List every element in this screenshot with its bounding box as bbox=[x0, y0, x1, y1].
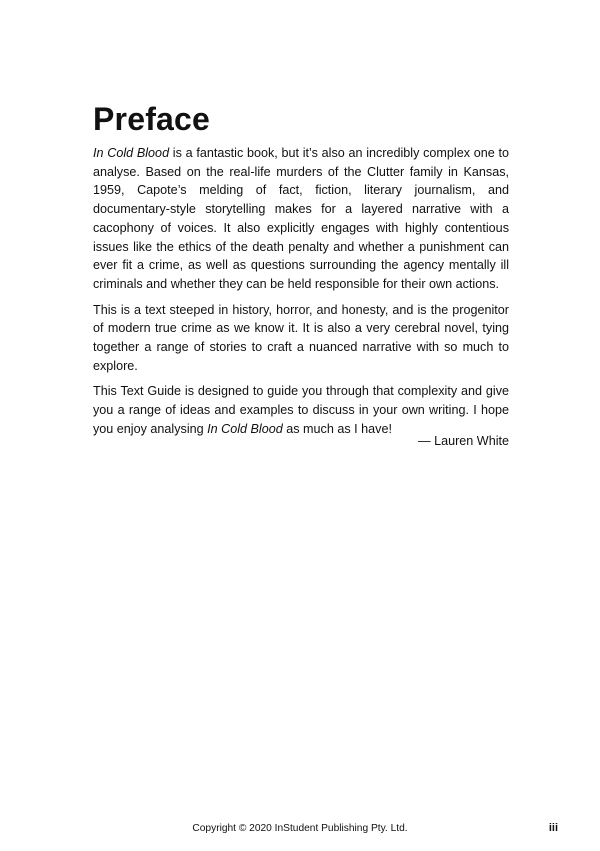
paragraph: This is a text steeped in history, horror, and honesty, and is the progenitor of modern true crime as we know it. It is also a very cerebral novel, tying together a range of stories to craft a nuanced narrative with so much to explore. bbox=[93, 302, 509, 373]
page-number: iii bbox=[548, 822, 558, 834]
preface-body bbox=[93, 144, 509, 446]
copyright-notice: Copyright © 2020 InStudent Publishing Pty. Ltd. bbox=[192, 823, 408, 834]
author-signature: — Lauren White bbox=[418, 434, 509, 448]
paragraph: In Cold Blood is a fantastic book, but it’s also an incredibly complex one to analyse. Based on the real-life murders of the Clutter family in Kansas, 1959, Capote’s melding of fact, fiction, literary journalism, and documentary-style storytelling makes for a layered narrative with a cacophony of voices. It also explicitly engages with highly contentious issues like the ethics of the death penalty and whether a punishment can ever fit a crime, as well as questions surrounding the agency mentally ill criminals and whether they can be held responsible for their own actions. bbox=[93, 146, 509, 291]
book-title: In Cold Blood bbox=[207, 421, 283, 436]
book-title: In Cold Blood bbox=[93, 146, 170, 160]
page-title: Preface bbox=[93, 101, 211, 137]
paragraph: This Text Guide is designed to guide you through that complexity and give you a range of ideas and examples to discuss in your own writing. I hope you enjoy analysing In Cold Blood as much as I have! bbox=[93, 384, 509, 436]
